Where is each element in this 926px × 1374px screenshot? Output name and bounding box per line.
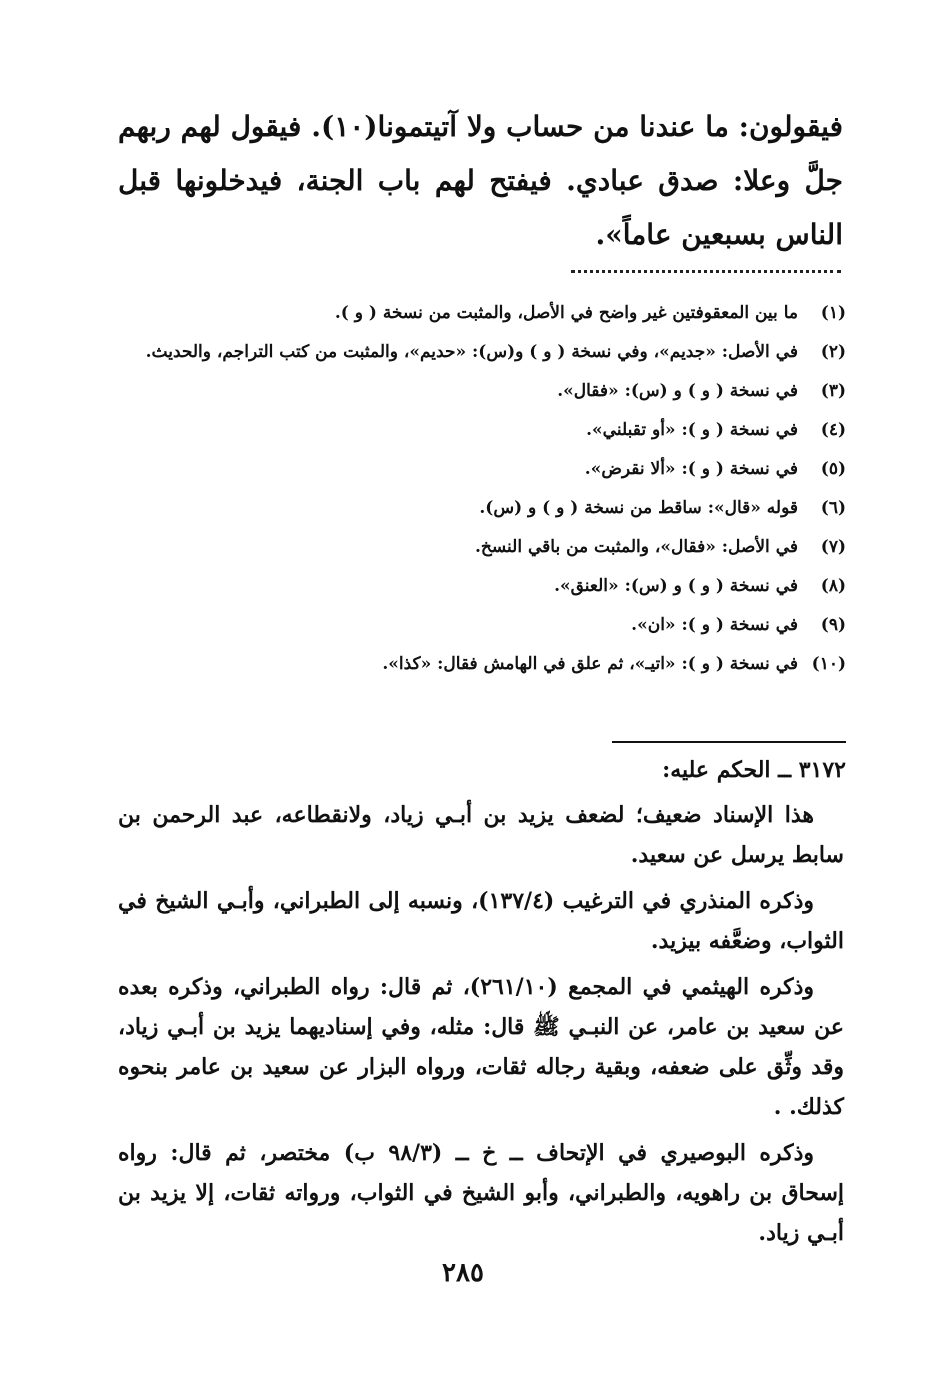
footnote-item [115, 573, 846, 599]
ruling-paragraph: وذكره البوصيري في الإتحاف ــ خ ــ (٩٨/٣ ب) مختصر، ثم قال: رواه إسحاق بن راهويه، والطبراني، وأبو الشيخ في الثواب، ورواته ثقات، إلا يزيد بن أبـي زياد. [118, 1140, 844, 1246]
footnote-text: ما بين المعقوفتين غير واضح في الأصل، والمثبت من نسخة ( و ). [334, 303, 798, 323]
footnote-number: (٨) [820, 576, 846, 596]
section-divider [612, 741, 846, 743]
footnote-number: (٢) [820, 342, 846, 362]
footnote-item [115, 417, 846, 443]
ruling-paragraph: وذكره المنذري في الترغيب (١٣٧/٤)، ونسبه إلى الطبراني، وأبـي الشيخ في الثواب، وضعَّفه بيزيد. [118, 888, 844, 954]
ruling-section [118, 795, 844, 1259]
footnote-text: في الأصل: «جديم»، وفي نسخة ( و ) و(س): «حديم»، والمثبت من كتب التراجم، والحديث. [145, 342, 798, 362]
footnote-number: (٦) [820, 498, 846, 518]
footnote-number: (٧) [820, 537, 846, 557]
footnote-item [115, 651, 846, 677]
footnote-item [115, 612, 846, 638]
footnote-number: (٥) [820, 459, 846, 479]
footnote-text: في نسخة ( و ): «ان». [631, 615, 798, 635]
footnote-number: (٣) [820, 381, 846, 401]
footnote-separator [571, 270, 841, 273]
footnotes-list [115, 300, 846, 690]
footnote-item [115, 300, 846, 326]
page-number: ٢٨٥ [442, 1258, 484, 1288]
footnote-number: (٤) [820, 420, 846, 440]
footnote-item [115, 534, 846, 560]
footnote-number: (٩) [820, 615, 846, 635]
footnote-text: في نسخة ( و ): «اتيـ»، ثم علق في الهامش فقال: «كذا». [382, 654, 798, 674]
footnote-text: في نسخة ( و ): «ألا نقرض». [584, 459, 798, 479]
ruling-heading: ٣١٧٢ ــ الحكم عليه: [662, 757, 846, 783]
footnote-text: في نسخة ( و ) و (س): «العنق». [554, 576, 798, 596]
footnote-text: قوله «قال»: ساقط من نسخة ( و ) و (س). [479, 498, 798, 518]
footnote-item [115, 495, 846, 521]
footnote-item [115, 456, 846, 482]
ruling-paragraph: وذكره الهيثمي في المجمع (٢٦١/١٠)، ثم قال: رواه الطبراني، وذكره بعده عن سعيد بن عامر، عن النبـي ﷺ قال: مثله، وفي إسناديهما يزيد بن أبـي زياد، وقد وثِّق على ضعفه، وبقية رجاله ثقات، ورواه البزار عن سعيد بن عامر بنحوه كذلك. . [118, 974, 845, 1120]
footnote-number: (١) [820, 303, 846, 323]
footnote-item [115, 378, 846, 404]
hadith-continuation-text: فيقولون: ما عندنا من حساب ولا آتيتمونا(١٠). فيقول لهم ربهم جلَّ وعلا: صدق عبادي. فيفتح لهم باب الجنة، فيدخلونها قبل الناس بسبعين عاماً». [118, 110, 843, 251]
footnote-text: في نسخة ( و ) و (س): «فقال». [557, 381, 798, 401]
footnote-number: (١٠) [811, 654, 846, 674]
footnote-item [115, 339, 846, 365]
footnote-text: في نسخة ( و ): «أو تقبلني». [586, 420, 798, 440]
ruling-paragraph: هذا الإسناد ضعيف؛ لضعف يزيد بن أبـي زياد، ولانقطاعه، عبد الرحمن بن سابط يرسل عن سعيد. [118, 802, 844, 868]
footnote-text: في الأصل: «فقال»، والمثبت من باقي النسخ. [474, 537, 798, 557]
